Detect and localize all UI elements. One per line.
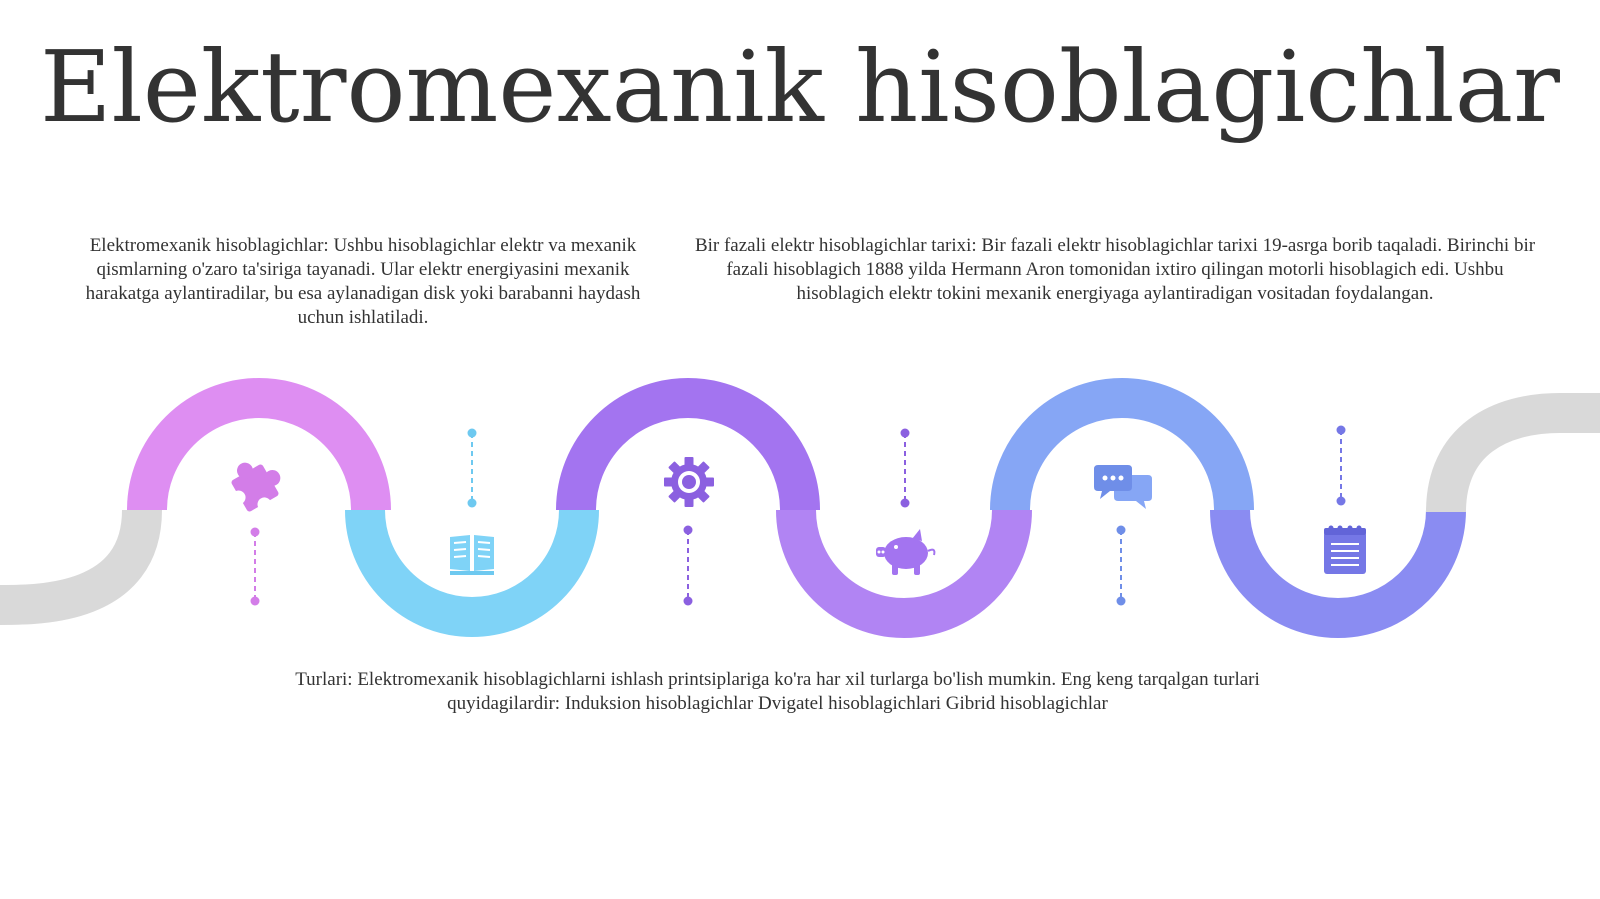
- puzzle-icon: [218, 450, 292, 524]
- connector-dot: [1117, 597, 1126, 606]
- paragraph-single-phase-history: Bir fazali elektr hisoblagichlar tarixi: Bir fazali elektr hisoblagichlar tarixi 19-asrga borib taqaladi. Birinchi bir fazali hisoblagich 1888 yilda Hermann Aron tomonidan ixtiro qilingan motorli hisoblagich edi. Ushbu hisoblagich elektr tokini mexanik energiyaga aylantiradigan vositadan foydalangan.: [694, 235, 1536, 304]
- gear-icon: [654, 447, 725, 518]
- connector-dot: [901, 499, 910, 508]
- connector-dot: [901, 429, 910, 438]
- connector-dot: [1117, 526, 1126, 535]
- connector-dot: [1337, 497, 1346, 506]
- connector-dot: [1337, 426, 1346, 435]
- connector-dot: [251, 597, 260, 606]
- paragraph-types: Turlari: Elektromexanik hisoblagichlarni ishlash printsiplariga ko'ra har xil turlarga bo'lish mumkin. Eng keng tarqalgan turlari quyidagilardir: Induksion hisoblagichlar Dvigatel hisoblagichlari Gibrid hisoblagichlar: [295, 669, 1260, 714]
- notepad-icon: [1324, 526, 1366, 575]
- piggy-bank-icon: [876, 529, 934, 575]
- connector-dot: [468, 429, 477, 438]
- connector-dot: [251, 528, 260, 537]
- chat-bubbles-icon: [1094, 465, 1152, 509]
- faded-segment-right: [1446, 413, 1600, 512]
- faded-segment-left: [0, 510, 142, 605]
- page-title: Elektromexanik hisoblagichlar: [39, 31, 1561, 145]
- connector-dot: [684, 597, 693, 606]
- connector-dot: [468, 499, 477, 508]
- connector-dot: [684, 526, 693, 535]
- paragraph-electromechanical: Elektromexanik hisoblagichlar: Ushbu hisoblagichlar elektr va mexanik qismlarning o'zaro ta'siriga tayanadi. Ular elektr energiyasini mexanik harakatga aylantiradilar, bu esa aylanadigan disk yoki barabanni haydash uchun ishlatiladi.: [85, 235, 641, 328]
- book-icon: [450, 535, 494, 575]
- arc-2-bottom: [365, 510, 579, 617]
